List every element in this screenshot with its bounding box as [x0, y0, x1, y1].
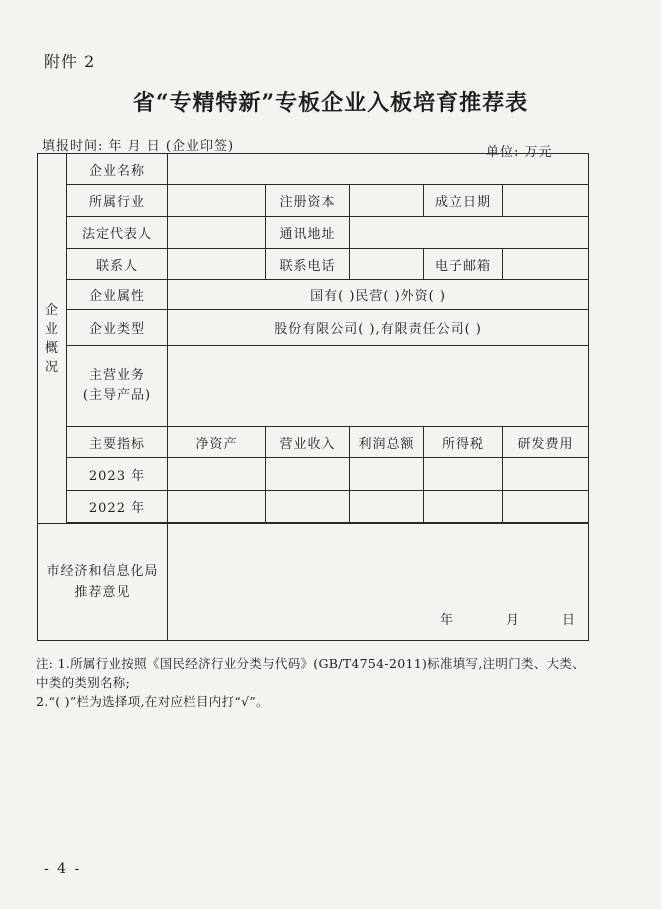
industry-field[interactable]: [168, 185, 266, 217]
phone-label: 联系电话: [266, 249, 350, 280]
business-field[interactable]: [168, 346, 589, 427]
reg-capital-field[interactable]: [350, 185, 424, 217]
tax-2022[interactable]: [424, 491, 503, 523]
rd-2023[interactable]: [503, 458, 589, 491]
rd-2022[interactable]: [503, 491, 589, 523]
note-line-2: 2.“( )”栏为选择项,在对应栏目内打“√”。: [36, 694, 269, 709]
found-date-field[interactable]: [503, 185, 589, 217]
net-assets-2023[interactable]: [168, 458, 266, 491]
industry-label: 所属行业: [67, 185, 168, 217]
legal-rep-label: 法定代表人: [67, 217, 168, 249]
unit-label: 单位: 万元: [486, 145, 553, 160]
attachment-label: 附件 2: [44, 52, 96, 71]
header-revenue: 营业收入: [266, 427, 350, 458]
recommendation-form-table: [37, 153, 589, 641]
header-net-assets: 净资产: [168, 427, 266, 458]
sign-year: 年: [440, 613, 455, 628]
header-rd-expense: 研发费用: [503, 427, 589, 458]
address-field[interactable]: [350, 217, 589, 249]
note-line-1: 注: 1.所属行业按照《国民经济行业分类与代码》(GB/T4754-2011)标准填写,注明门类、大类、中类的类别名称;: [36, 656, 586, 690]
tax-2023[interactable]: [424, 458, 503, 491]
contact-label: 联系人: [67, 249, 168, 280]
email-field[interactable]: [503, 249, 589, 280]
found-date-label: 成立日期: [424, 185, 503, 217]
revenue-2023[interactable]: [266, 458, 350, 491]
legal-rep-field[interactable]: [168, 217, 266, 249]
profit-2022[interactable]: [350, 491, 424, 523]
section-enterprise-overview: 企 业 概 况: [38, 154, 67, 524]
net-assets-2022[interactable]: [168, 491, 266, 523]
year-2023-label: 2023 年: [67, 458, 168, 491]
business-label: 主营业务 (主导产品): [67, 346, 168, 427]
reg-capital-label: 注册资本: [266, 185, 350, 217]
address-label: 通讯地址: [266, 217, 350, 249]
revenue-2022[interactable]: [266, 491, 350, 523]
type-options[interactable]: 股份有限公司( ),有限责任公司( ): [168, 310, 589, 346]
type-label: 企业类型: [67, 310, 168, 346]
bureau-opinion-label: 市经济和信息化局 推荐意见: [38, 524, 168, 641]
year-2022-label: 2022 年: [67, 491, 168, 523]
notes: [36, 654, 596, 711]
fill-time-label: 填报时间: 年 月 日 (企业印签): [42, 139, 235, 154]
phone-field[interactable]: [350, 249, 424, 280]
indicators-label: 主要指标: [67, 427, 168, 458]
sign-day: 日: [562, 613, 577, 628]
contact-field[interactable]: [168, 249, 266, 280]
bureau-opinion-field[interactable]: [168, 524, 589, 641]
form-title: 省“专精特新”专板企业入板培育推荐表: [132, 90, 529, 116]
ownership-options[interactable]: 国有( )民营( )外资( ): [168, 280, 589, 310]
sign-month: 月: [506, 613, 521, 628]
ownership-label: 企业属性: [67, 280, 168, 310]
profit-2023[interactable]: [350, 458, 424, 491]
page-number: - 4 -: [44, 861, 82, 877]
email-label: 电子邮箱: [424, 249, 503, 280]
company-name-label: 企业名称: [67, 154, 168, 185]
header-total-profit: 利润总额: [350, 427, 424, 458]
company-name-field[interactable]: [168, 154, 589, 185]
header-income-tax: 所得税: [424, 427, 503, 458]
